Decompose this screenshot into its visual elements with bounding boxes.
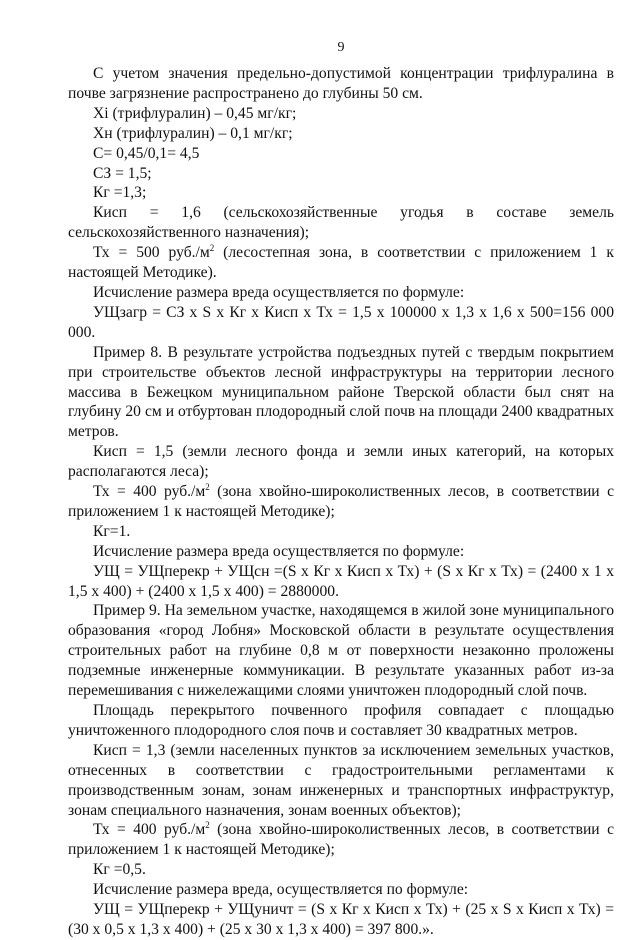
example-8-tx bbox=[68, 482, 614, 522]
tx-value: Тх = 500 руб./м bbox=[93, 244, 210, 262]
tx-note: (лесостепная зона, в соответствии с приложением 1 к настоящей Методике). bbox=[68, 244, 614, 282]
formula-line-kg: Кг =1,3; bbox=[93, 184, 147, 202]
example-8-kg: Кг=1. bbox=[93, 522, 131, 540]
tx-exponent: 2 bbox=[205, 820, 210, 831]
formula-line-xi: Xi (трифлуралин) – 0,45 мг/кг; bbox=[93, 104, 297, 122]
example-8-paragraph: Пример 8. В результате устройства подъездных путей с твердым покрытием при строительстве объектов лесной инфраструктуры на территории лесного массива в Бежецком муниципальном районе Тверской области был снят на глубину 20 см и отбуртован плодородный слой почв на площади 2400 квадратных метров. bbox=[68, 343, 614, 441]
tx-note: (зона хвойно-широколиственных лесов, в соответствии с приложением 1 к настоящей Методике); bbox=[68, 483, 614, 520]
tx-exponent: 2 bbox=[205, 482, 210, 493]
formula-line-tx bbox=[68, 243, 614, 283]
tx-value: Тх = 400 руб./м bbox=[93, 483, 206, 501]
tx-exponent: 2 bbox=[209, 243, 215, 254]
formula-line-cz: СЗ = 1,5; bbox=[93, 164, 152, 182]
example-8-kisp: Кисп = 1,5 (земли лесного фонда и земли иных категорий, на которых располагаются леса); bbox=[68, 443, 614, 481]
example-9-calc-intro: Исчисление размера вреда, осуществляется по формуле: bbox=[93, 881, 469, 899]
example-9-tx bbox=[68, 820, 614, 860]
calc-intro: Исчисление размера вреда осуществляется по формуле: bbox=[93, 283, 465, 301]
formula-line-c: С= 0,45/0,1= 4,5 bbox=[93, 144, 200, 162]
page-number: 9 bbox=[337, 40, 345, 55]
example-9-area: Площадь перекрытого почвенного профиля совпадает с площадью уничтоженного плодородного слоя почв и составляет 30 квадратных метров. bbox=[68, 702, 614, 739]
formula-line-kisp: Кисп = 1,6 (сельскохозяйственные угодья в составе земель сельскохозяйственного назначения); bbox=[68, 204, 614, 242]
example-8-calc-formula: УЩ = УЩперекр + УЩсн =(S x Кг x Кисп x Тх) + (S x Кг x Тх) = (2400 x 1 x 1,5 x 400) + (2400 x 1,5 x 400) = 2880000. bbox=[68, 562, 614, 600]
formula-line-xn: Xн (трифлуралин) – 0,1 мг/кг; bbox=[93, 124, 293, 142]
tx-value: Тх = 400 руб./м bbox=[93, 821, 206, 839]
paragraph-contamination-depth: С учетом значения предельно-допустимой концентрации трифлуралина в почве загрязнение распространено до глубины 50 см. bbox=[68, 65, 614, 102]
example-8-calc-intro: Исчисление размера вреда осуществляется по формуле: bbox=[93, 542, 465, 560]
example-9-kisp: Кисп = 1,3 (земли населенных пунктов за исключением земельных участков, отнесенных в соответствии с градостроительными регламентами к производственным зонам, зонам инженерных и транспортных инфраструктур, зонам специального назначения, зонам военных объектов); bbox=[68, 741, 614, 819]
example-9-paragraph: Пример 9. На земельном участке, находящемся в жилой зоне муниципального образования «город Лобня» Московской области в результате осуществления строительных работ на глубине 0,8 м от поверхности незаконно проложены подземные инженерные коммуникации. В результате указанных работ из-за перемешивания с нижележащими слоями уничтожен плодородный слой почв. bbox=[68, 602, 614, 700]
example-9-kg: Кг =0,5. bbox=[93, 861, 146, 879]
calc-formula-contamination: УЩзагр = СЗ x S x Кг x Кисп x Тх = 1,5 x 100000 x 1,3 x 1,6 x 500=156 000 000. bbox=[68, 303, 614, 341]
tx-note: (зона хвойно-широколиственных лесов, в соответствии с приложением 1 к настоящей Методике); bbox=[68, 821, 614, 859]
example-9-calc-formula: УЩ = УЩперекр + УЩуничт = (S x Кг x Кисп x Тх) + (25 x S x Кисп x Тх) = (30 x 0,5 x 1,3 x 400) + (25 x 30 x 1,3 x 400) = 397 800.». bbox=[68, 901, 614, 938]
